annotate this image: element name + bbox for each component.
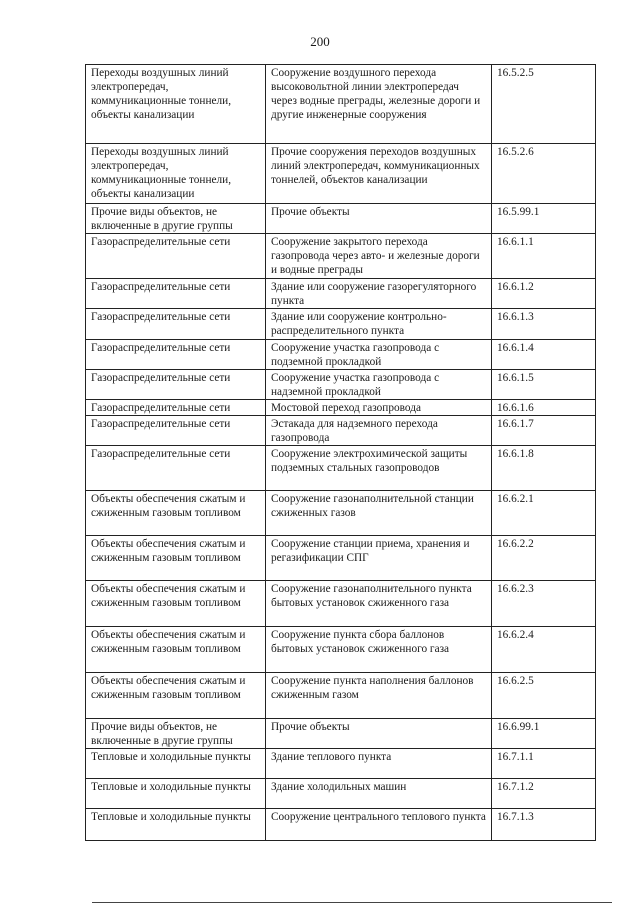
table-row [86,144,596,204]
object-type-cell: Объекты обеспечения сжатым и сжиженным газовым топливом [86,627,266,673]
object-code-cell: 16.6.1.7 [492,416,596,446]
object-name-cell: Прочие объекты [266,719,492,749]
object-code-cell: 16.6.2.5 [492,673,596,719]
object-code-cell: 16.5.99.1 [492,204,596,234]
object-name-cell: Здание или сооружение контрольно-распределительного пункта [266,309,492,340]
table-body [86,65,596,841]
bottom-rule [92,902,612,903]
classification-table [85,64,596,841]
object-name-cell: Сооружение газонаполнительного пункта бытовых установок сжиженного газа [266,581,492,627]
object-name-cell: Здание теплового пункта [266,749,492,779]
object-code-cell: 16.6.1.2 [492,279,596,309]
object-type-cell: Переходы воздушных линий электропередач, коммуникационные тоннели, объекты канализации [86,65,266,144]
object-code-cell: 16.6.1.4 [492,340,596,370]
table-row [86,491,596,536]
object-name-cell: Сооружение газонаполнительной станции сжиженных газов [266,491,492,536]
object-code-cell: 16.7.1.3 [492,809,596,841]
object-code-cell: 16.6.1.1 [492,234,596,279]
object-name-cell: Сооружение пункта наполнения баллонов сжиженным газом [266,673,492,719]
object-code-cell: 16.7.1.2 [492,779,596,809]
table-row [86,581,596,627]
object-name-cell: Сооружение станции приема, хранения и регазификации СПГ [266,536,492,581]
table-row [86,370,596,400]
table-row [86,204,596,234]
object-name-cell: Прочие сооружения переходов воздушных линий электропередач, коммуникационных тоннелей, объектов канализации [266,144,492,204]
table-row [86,340,596,370]
object-name-cell: Сооружение воздушного перехода высоковольтной линии электропередач через водные преграды, железные дороги и другие инженерные сооружения [266,65,492,144]
object-name-cell: Прочие объекты [266,204,492,234]
table-row [86,416,596,446]
table-row [86,400,596,416]
object-type-cell: Прочие виды объектов, не включенные в другие группы [86,719,266,749]
object-code-cell: 16.6.99.1 [492,719,596,749]
object-name-cell: Мостовой переход газопровода [266,400,492,416]
object-name-cell: Здание или сооружение газорегуляторного пункта [266,279,492,309]
object-type-cell: Газораспределительные сети [86,340,266,370]
object-code-cell: 16.6.1.8 [492,446,596,491]
object-name-cell: Сооружение участка газопровода с подземной прокладкой [266,340,492,370]
object-type-cell: Объекты обеспечения сжатым и сжиженным газовым топливом [86,581,266,627]
table-row [86,234,596,279]
object-type-cell: Тепловые и холодильные пункты [86,749,266,779]
object-name-cell: Эстакада для надземного перехода газопровода [266,416,492,446]
table-row [86,719,596,749]
object-code-cell: 16.7.1.1 [492,749,596,779]
object-name-cell: Сооружение пункта сбора баллонов бытовых установок сжиженного газа [266,627,492,673]
page-number: 200 [310,34,330,49]
object-type-cell: Газораспределительные сети [86,400,266,416]
table-row [86,446,596,491]
object-name-cell: Сооружение центрального теплового пункта [266,809,492,841]
table-row [86,309,596,340]
object-type-cell: Переходы воздушных линий электропередач, коммуникационные тоннели, объекты канализации [86,144,266,204]
object-type-cell: Газораспределительные сети [86,416,266,446]
object-type-cell: Объекты обеспечения сжатым и сжиженным газовым топливом [86,536,266,581]
object-code-cell: 16.5.2.5 [492,65,596,144]
object-code-cell: 16.6.2.4 [492,627,596,673]
object-name-cell: Здание холодильных машин [266,779,492,809]
object-type-cell: Объекты обеспечения сжатым и сжиженным газовым топливом [86,491,266,536]
table-row [86,779,596,809]
object-type-cell: Тепловые и холодильные пункты [86,779,266,809]
object-code-cell: 16.6.1.6 [492,400,596,416]
object-type-cell: Прочие виды объектов, не включенные в другие группы [86,204,266,234]
object-type-cell: Тепловые и холодильные пункты [86,809,266,841]
object-code-cell: 16.6.2.2 [492,536,596,581]
table-row [86,749,596,779]
object-type-cell: Газораспределительные сети [86,446,266,491]
table-row [86,809,596,841]
table-row [86,627,596,673]
object-code-cell: 16.6.1.3 [492,309,596,340]
table-row [86,65,596,144]
table-row [86,673,596,719]
table-row [86,536,596,581]
object-type-cell: Объекты обеспечения сжатым и сжиженным газовым топливом [86,673,266,719]
object-name-cell: Сооружение участка газопровода с надземной прокладкой [266,370,492,400]
object-type-cell: Газораспределительные сети [86,279,266,309]
object-type-cell: Газораспределительные сети [86,370,266,400]
object-code-cell: 16.5.2.6 [492,144,596,204]
object-name-cell: Сооружение электрохимической защиты подземных стальных газопроводов [266,446,492,491]
object-code-cell: 16.6.2.3 [492,581,596,627]
object-type-cell: Газораспределительные сети [86,234,266,279]
table-row [86,279,596,309]
object-name-cell: Сооружение закрытого перехода газопровода через авто- и железные дороги и водные преграды [266,234,492,279]
object-code-cell: 16.6.2.1 [492,491,596,536]
object-type-cell: Газораспределительные сети [86,309,266,340]
object-code-cell: 16.6.1.5 [492,370,596,400]
